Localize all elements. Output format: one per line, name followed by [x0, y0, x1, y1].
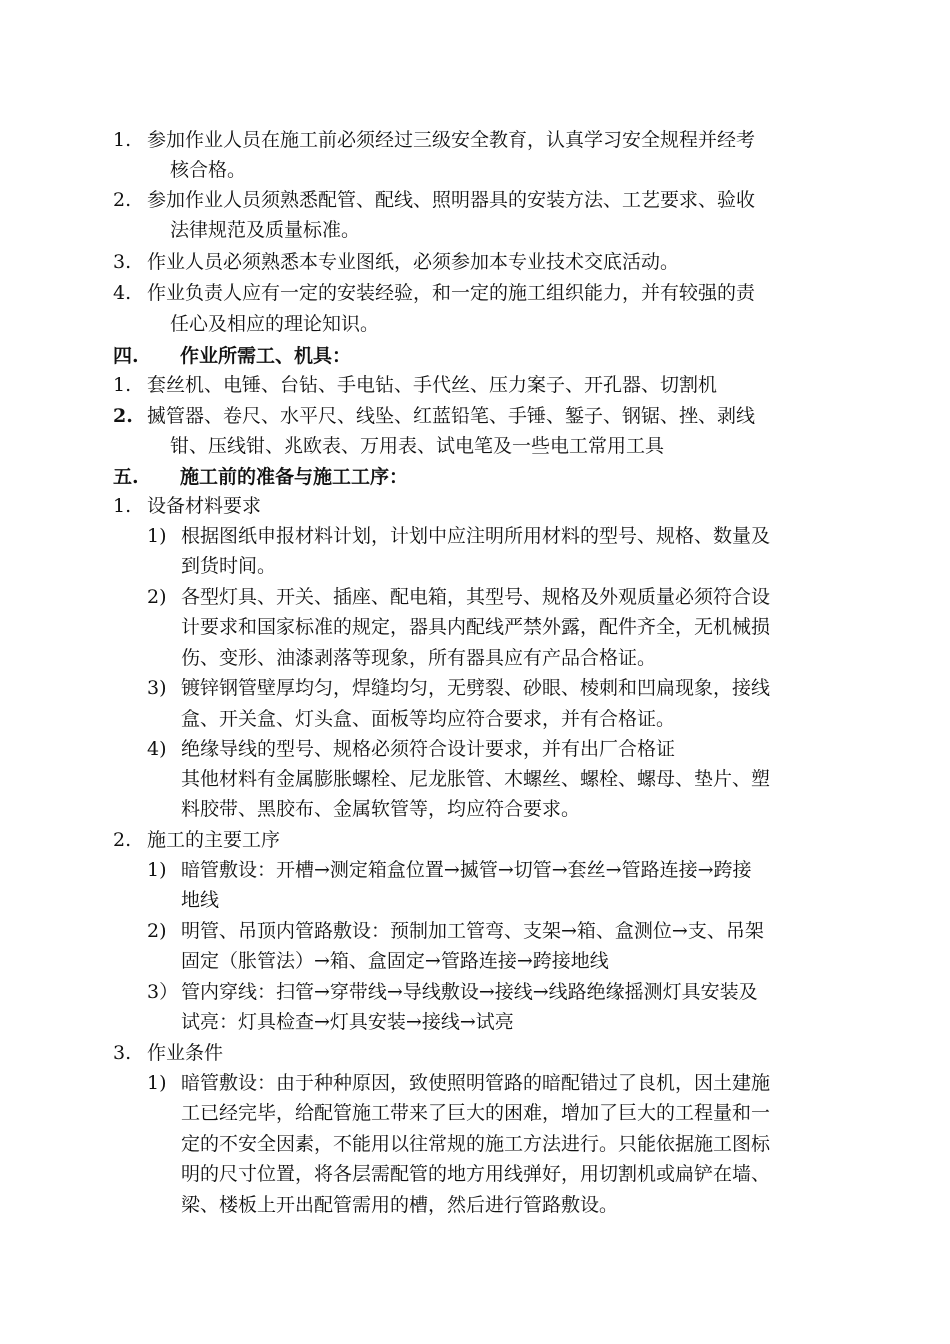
section-heading [0, 462, 950, 492]
item-text: 参加作业人员须熟悉配管、配线、照明器具的安装方法、工艺要求、验收 [147, 189, 756, 211]
item-text: 作业人员必须熟悉本专业图纸，必须参加本专业技术交底活动。 [147, 251, 680, 273]
item-number: 4. [113, 282, 132, 304]
section-number: 四. [113, 345, 139, 367]
item-number: 3. [113, 251, 132, 273]
item-text: 参加作业人员在施工前必须经过三级安全教育，认真学习安全规程并经考 [147, 129, 756, 151]
item-number: 1. [113, 374, 132, 396]
section-number: 五. [113, 466, 139, 488]
section-title: 作业所需工、机具： [180, 345, 352, 367]
item-number: 1) [147, 525, 167, 547]
list-item [0, 582, 950, 612]
list-item [0, 521, 950, 551]
item-text: 套丝机、电锤、台钻、手电钻、手代丝、压力案子、开孔器、切割机 [147, 374, 718, 396]
list-item [0, 977, 950, 1007]
subsection-title: 作业条件 [147, 1042, 224, 1064]
subsection-title: 设备材料要求 [147, 495, 262, 517]
subsection-number: 3. [113, 1042, 132, 1064]
list-item [0, 855, 950, 885]
item-text: 核合格。 [170, 159, 247, 181]
item-text: 地线 [181, 889, 220, 911]
subsection-number: 1. [113, 495, 132, 517]
subsection-heading [0, 1038, 950, 1068]
subsection-heading [0, 825, 950, 855]
item-number: 4) [147, 738, 167, 760]
list-item [0, 370, 950, 400]
item-number: 3） [147, 981, 179, 1003]
list-item [0, 185, 950, 215]
section-heading [0, 341, 950, 371]
item-text: 到货时间。 [181, 555, 277, 577]
item-text: 作业负责人应有一定的安装经验，和一定的施工组织能力，并有较强的责 [147, 282, 756, 304]
item-text: 试亮：灯具检查→灯具安装→接线→试亮 [181, 1011, 514, 1033]
item-text: 根据图纸申报材料计划，计划中应注明所用材料的型号、规格、数量及 [181, 525, 771, 547]
item-text: 明的尺寸位置，将各层需配管的地方用线弹好，用切割机或扁铲在墙、 [181, 1163, 771, 1185]
item-text: 镀锌钢管壁厚均匀，焊缝均匀，无劈裂、砂眼、棱刺和凹扁现象，接线 [181, 677, 771, 699]
item-text: 揻管器、卷尺、水平尺、线坠、红蓝铅笔、手锤、錾子、钢锯、挫、剥线 [147, 405, 756, 427]
item-text: 钳、压线钳、兆欧表、万用表、试电笔及一些电工常用工具 [170, 435, 665, 457]
item-text: 其他材料有金属膨胀螺栓、尼龙胀管、木螺丝、螺栓、螺母、垫片、塑 [181, 768, 771, 790]
item-number: 1) [147, 859, 167, 881]
list-item [0, 278, 950, 308]
item-text: 明管、吊顶内管路敷设：预制加工管弯、支架→箱、盒测位→支、吊架 [181, 920, 764, 942]
list-item [0, 125, 950, 155]
item-number: 2) [147, 920, 167, 942]
item-number: 2. [113, 405, 133, 427]
item-text: 计要求和国家标准的规定，器具内配线严禁外露，配件齐全，无机械损 [181, 616, 771, 638]
item-text: 暗管敷设：开槽→测定箱盒位置→揻管→切管→套丝→管路连接→跨接 [181, 859, 752, 881]
item-number: 3) [147, 677, 167, 699]
item-number: 1. [113, 129, 132, 151]
item-text: 料胶带、黑胶布、金属软管等，均应符合要求。 [181, 798, 581, 820]
item-text: 任心及相应的理论知识。 [170, 313, 380, 335]
subsection-number: 2. [113, 829, 132, 851]
item-text: 管内穿线：扫管→穿带线→导线敷设→接线→线路绝缘摇测灯具安装及 [181, 981, 758, 1003]
list-item [0, 247, 950, 277]
item-text: 法律规范及质量标准。 [170, 219, 361, 241]
item-text: 绝缘导线的型号、规格必须符合设计要求，并有出厂合格证 [181, 738, 676, 760]
list-item [0, 916, 950, 946]
item-text: 盒、开关盒、灯头盒、面板等均应符合要求，并有合格证。 [181, 708, 676, 730]
subsection-heading [0, 491, 950, 521]
item-number: 2. [113, 189, 132, 211]
list-item [0, 673, 950, 703]
item-text: 梁、楼板上开出配管需用的槽，然后进行管路敷设。 [181, 1194, 619, 1216]
subsection-title: 施工的主要工序 [147, 829, 281, 851]
item-text: 固定（胀管法）→箱、盒固定→管路连接→跨接地线 [181, 950, 609, 972]
item-text: 工已经完毕，给配管施工带来了巨大的困难，增加了巨大的工程量和一 [181, 1102, 771, 1124]
list-item [0, 401, 950, 431]
item-text: 伤、变形、油漆剥落等现象，所有器具应有产品合格证。 [181, 647, 657, 669]
item-number: 2) [147, 586, 167, 608]
item-number: 1) [147, 1072, 167, 1094]
item-text: 各型灯具、开关、插座、配电箱，其型号、规格及外观质量必须符合设 [181, 586, 771, 608]
list-item [0, 734, 950, 764]
section-title: 施工前的准备与施工工序： [180, 466, 409, 488]
item-text: 暗管敷设：由于种种原因，致使照明管路的暗配错过了良机，因土建施 [181, 1072, 771, 1094]
item-text: 定的不安全因素，不能用以往常规的施工方法进行。只能依据施工图标 [181, 1133, 771, 1155]
list-item [0, 1068, 950, 1098]
